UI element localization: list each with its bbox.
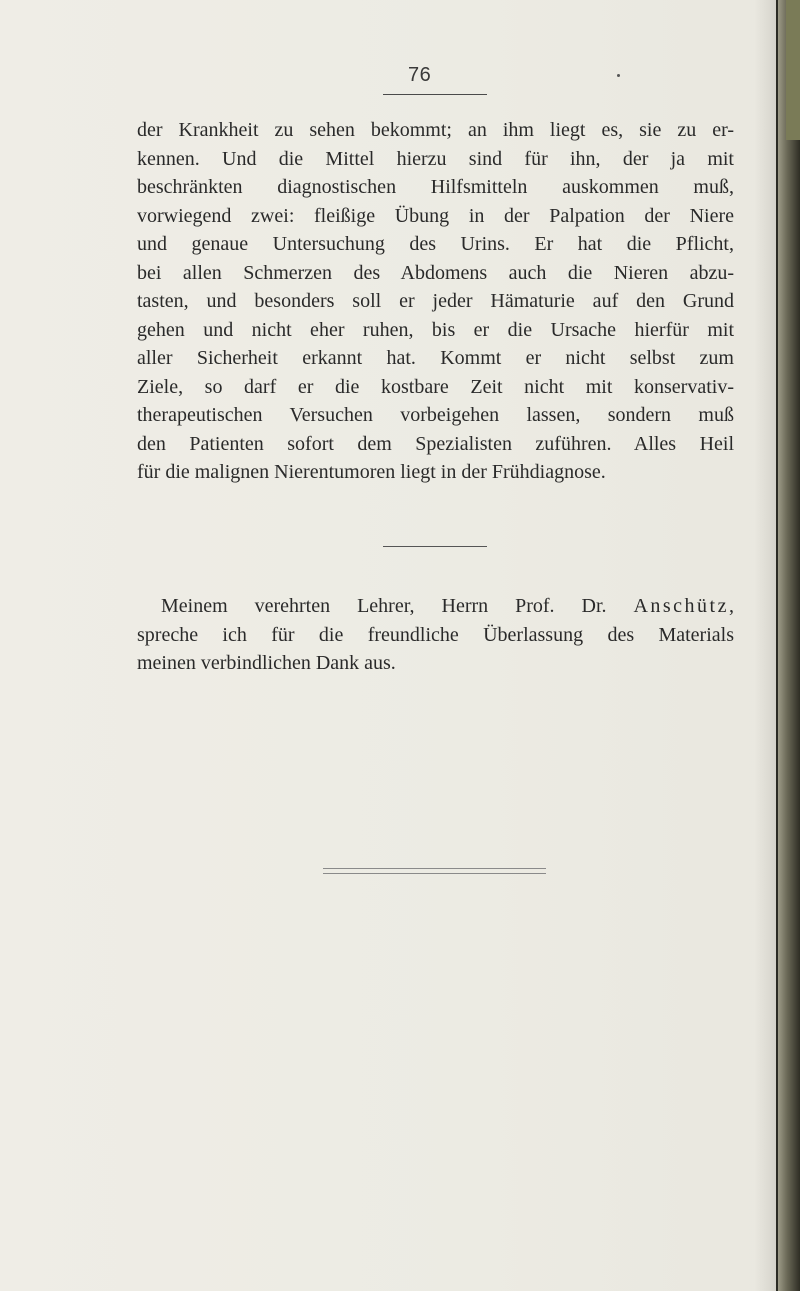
text-line: und genaue Untersuchung des Urins. Er hat die Pflicht, (137, 233, 734, 255)
text-line: Ziele, so darf er die kostbare Zeit nicht mit konservativ- (137, 375, 734, 398)
text-line: kennen. Und die Mittel hierzu sind für ihn, der ja mit (137, 147, 734, 170)
body-paragraph (137, 116, 734, 487)
text-line: beschränkten diagnostischen Hilfsmitteln auskommen muß, (137, 176, 734, 198)
page-number: 76 (408, 64, 432, 86)
text-line: bei allen Schmerzen des Abdomens auch die Nieren abzu- (137, 261, 734, 284)
acknowledgment-line (137, 592, 734, 621)
acknowledgment-line: meinen verbindlichen Dank aus. (137, 652, 396, 674)
text-line: aller Sicherheit erkannt hat. Kommt er nicht selbst zum (137, 347, 734, 369)
end-double-rule (323, 868, 546, 874)
text-line: vorwiegend zwei: fleißige Übung in der Palpation der Niere (137, 204, 734, 227)
page-number-rule (383, 94, 487, 95)
speck-mark (617, 74, 620, 77)
binding-edge-top (786, 0, 800, 140)
text-line: für die malignen Nierentumoren liegt in der Frühdiagnose. (137, 461, 606, 483)
text-line: den Patienten sofort dem Spezialisten zuführen. Alles Heil (137, 432, 734, 455)
binding-edge (778, 0, 800, 1291)
acknowledgment-line: spreche ich für die freundliche Überlassung des Materials (137, 623, 734, 646)
acknowledgment-paragraph (137, 592, 734, 678)
teacher-name: Anschütz (633, 595, 729, 617)
acknowledgment-punctuation: , (729, 595, 734, 617)
section-divider (383, 546, 487, 547)
text-line: therapeutischen Versuchen vorbeigehen lassen, sondern muß (137, 404, 734, 426)
text-line: der Krankheit zu sehen bekommt; an ihm liegt es, sie zu er- (137, 119, 734, 141)
acknowledgment-text: Meinem verehrten Lehrer, Herrn Prof. Dr. (161, 595, 634, 617)
text-line: tasten, und besonders soll er jeder Hämaturie auf den Grund (137, 290, 734, 312)
text-line: gehen und nicht eher ruhen, bis er die Ursache hierfür mit (137, 318, 734, 341)
